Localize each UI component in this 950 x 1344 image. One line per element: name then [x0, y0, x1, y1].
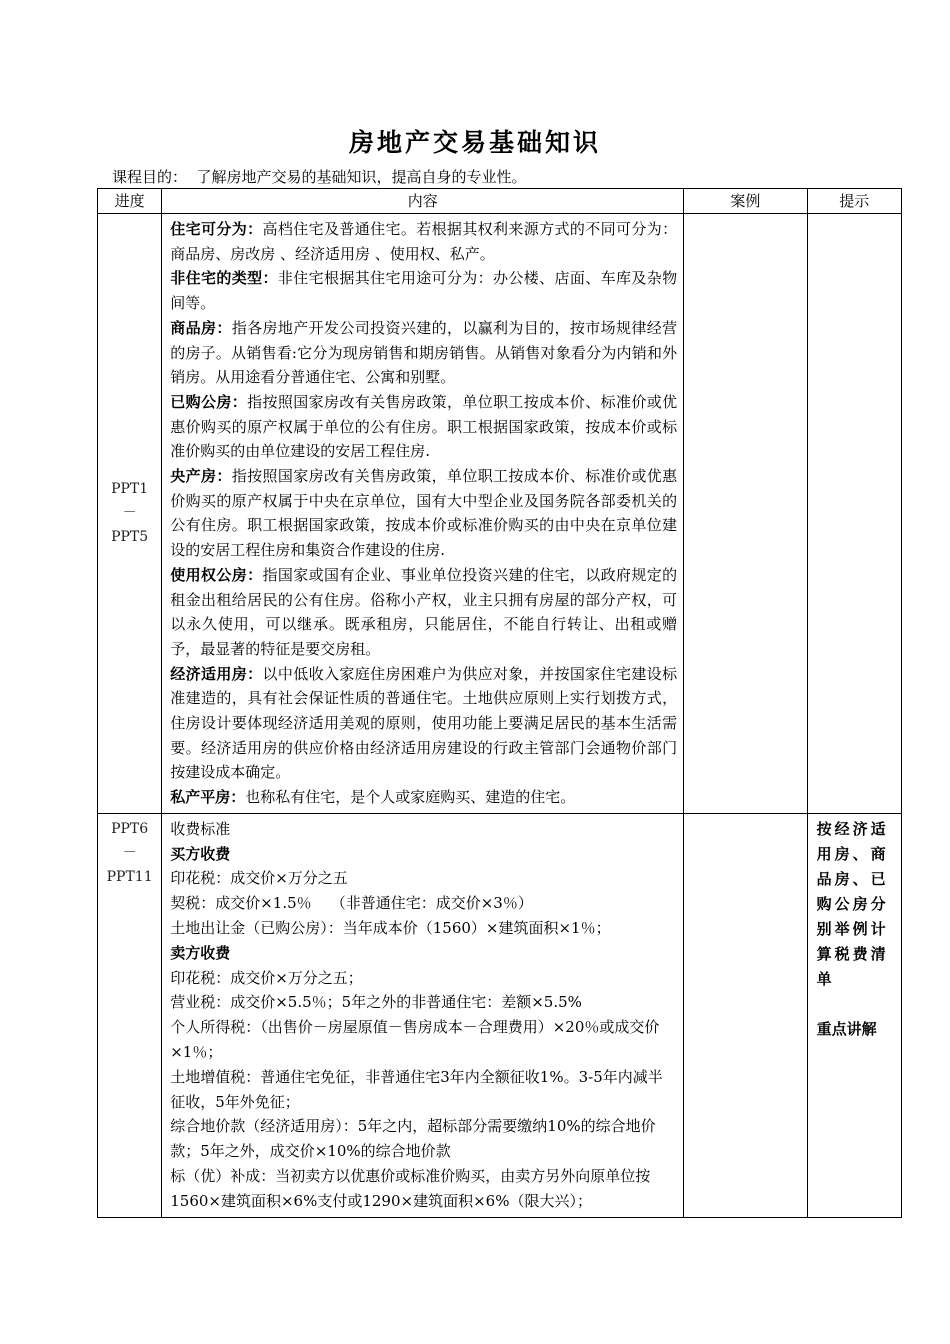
table-header-row: [98, 189, 902, 214]
definition-term: 使用权公房：: [170, 565, 263, 584]
content-cell: [162, 214, 684, 814]
definition-item: [170, 785, 677, 810]
definition-item: [170, 217, 677, 266]
definition-term: 住宅可分为：: [170, 220, 263, 238]
header-case: 案例: [684, 189, 807, 214]
definition-term: 商品房：: [170, 318, 232, 337]
content-cell: [162, 813, 684, 1217]
hint-spacer: [817, 992, 893, 1017]
header-hint: 提示: [807, 189, 901, 214]
definition-text: 非住宅根据其住宅用途可分为：办公楼、店面、车库及杂物间等。: [170, 269, 678, 313]
fee-line: 印花税：成交价×万分之五；: [170, 968, 363, 987]
case-cell: [684, 214, 807, 814]
progress-cell: [98, 813, 162, 1217]
table-row: [98, 214, 902, 814]
definition-text: 指各房地产开发公司投资兴建的，以赢利为目的，按市场规律经营的房子。从销售看:它分为现房销售和期房销售。从销售对象看分为内销和外销房。从用途看分普通住宅、公寓和别墅。: [170, 318, 678, 387]
definition-text: 以中低收入家庭住房困难户为供应对象，并按国家住宅建设标准建造的，具有社会保证性质的普通住宅。土地供应原则上实行划拨方式，住房设计要体现经济适用美观的原则，使用功能上要满足居民的基本生活需要。经济适用房的供应价格由经济适用房建设的行政主管部门会通物价部门按建设成本确定。: [170, 664, 678, 782]
progress-cell: [98, 214, 162, 814]
fee-line: 标（优）补成：当初卖方以优惠价或标准价购买，由卖方另外向原单位按1560×建筑面积×6%支付或1290×建筑面积×6%（限大兴）；: [170, 1167, 651, 1210]
definition-term: 已购公房：: [170, 392, 248, 411]
seller-fees-title: [170, 941, 677, 966]
seller-fees-label: 卖方收费: [170, 943, 231, 962]
course-table: [97, 188, 902, 1218]
fee-line: 土地增值税：普通住宅免征，非普通住宅3年内全额征收1%。3-5年内减半征收，5年外免征；: [170, 1067, 663, 1111]
section-heading: 收费标准: [170, 819, 231, 838]
definition-text: 指国家或国有企业、事业单位投资兴建的住宅，以政府规定的租金出租给居民的公有住房。俗称小产权，业主只拥有房屋的部分产权，可以永久使用，可以继承。既承租房，只能居住，不能自行转让、出租或赠予，最显著的特征是要交房租。: [170, 565, 678, 658]
fee-line: 综合地价款（经济适用房）：5年之内，超标部分需要缴纳10%的综合地价款；5年之外，成交价×10%的综合地价款: [170, 1117, 656, 1161]
progress-end: PPT5: [111, 529, 149, 546]
definition-text: 指按照国家房改有关售房政策，单位职工按成本价、标准价或优惠价购买的原产权属于中央在京单位，国有大中型企业及国务院各部委机关的公有住房。职工根据国家政策，按成本价或标准价购买的由中央在京单位建设的安居工程住房和集资合作建设的住房.: [170, 467, 678, 560]
hint-cell: [807, 214, 901, 814]
progress-start: PPT1: [111, 481, 149, 498]
header-content: 内容: [162, 189, 684, 214]
definition-item: [170, 464, 677, 563]
definition-term: 经济适用房：: [170, 664, 263, 683]
fee-line: 个人所得税：（出售价－房屋原值－售房成本－合理费用）×20％或成交价×1％；: [170, 1018, 660, 1062]
buyer-fees-label: 买方收费: [170, 844, 231, 863]
buyer-fees-title: [170, 842, 677, 867]
fee-line: 土地出让金（已购公房）：当年成本价（1560）×建筑面积×1％；: [170, 919, 611, 938]
definition-item: [170, 662, 677, 786]
header-progress: 进度: [98, 189, 162, 214]
progress-dash: －: [122, 844, 137, 861]
definition-term: 私产平房：: [170, 788, 246, 807]
definition-item: [170, 266, 677, 315]
progress-end: PPT11: [106, 868, 153, 885]
hint-cell: [807, 813, 901, 1217]
fee-line: 印花税：成交价×万分之五: [170, 869, 348, 888]
progress-start: PPT6: [111, 820, 149, 837]
definition-text: 高档住宅及普通住宅。若根据其权利来源方式的不同可分为：商品房、房改房 、经济适用房 、使用权、私产。: [170, 220, 678, 263]
fee-line: 营业税：成交价×5.5％；5年之外的非普通住宅：差额×5.5%: [170, 993, 582, 1012]
hint-text: 按经济适用房、商品房、已购公房分别举例计算税费清单: [816, 819, 889, 988]
definition-term: 非住宅的类型：: [170, 269, 278, 288]
fee-line: 契税：成交价×1.5％ （非普通住宅：成交价×3％）: [170, 894, 533, 913]
progress-dash: －: [122, 505, 137, 522]
course-purpose: 课程目的： 了解房地产交易的基础知识，提高自身的专业性。: [112, 168, 527, 186]
definition-text: 也称私有住宅，是个人或家庭购买、建造的住宅。: [245, 788, 576, 807]
document-title: 房地产交易基础知识: [348, 128, 601, 157]
case-cell: [684, 813, 807, 1217]
hint-emphasis: 重点讲解: [816, 1019, 877, 1038]
definition-text: 指按照国家房改有关售房政策，单位职工按成本价、标准价或优惠价购买的原产权属于单位的公有住房。职工根据国家政策，按成本价或标准价购买的由单位建设的安居工程住房.: [170, 392, 678, 461]
table-row: [98, 813, 902, 1217]
definition-term: 央产房：: [170, 467, 232, 486]
definition-item: [170, 316, 677, 390]
definition-item: [170, 390, 677, 464]
definition-item: [170, 563, 677, 662]
